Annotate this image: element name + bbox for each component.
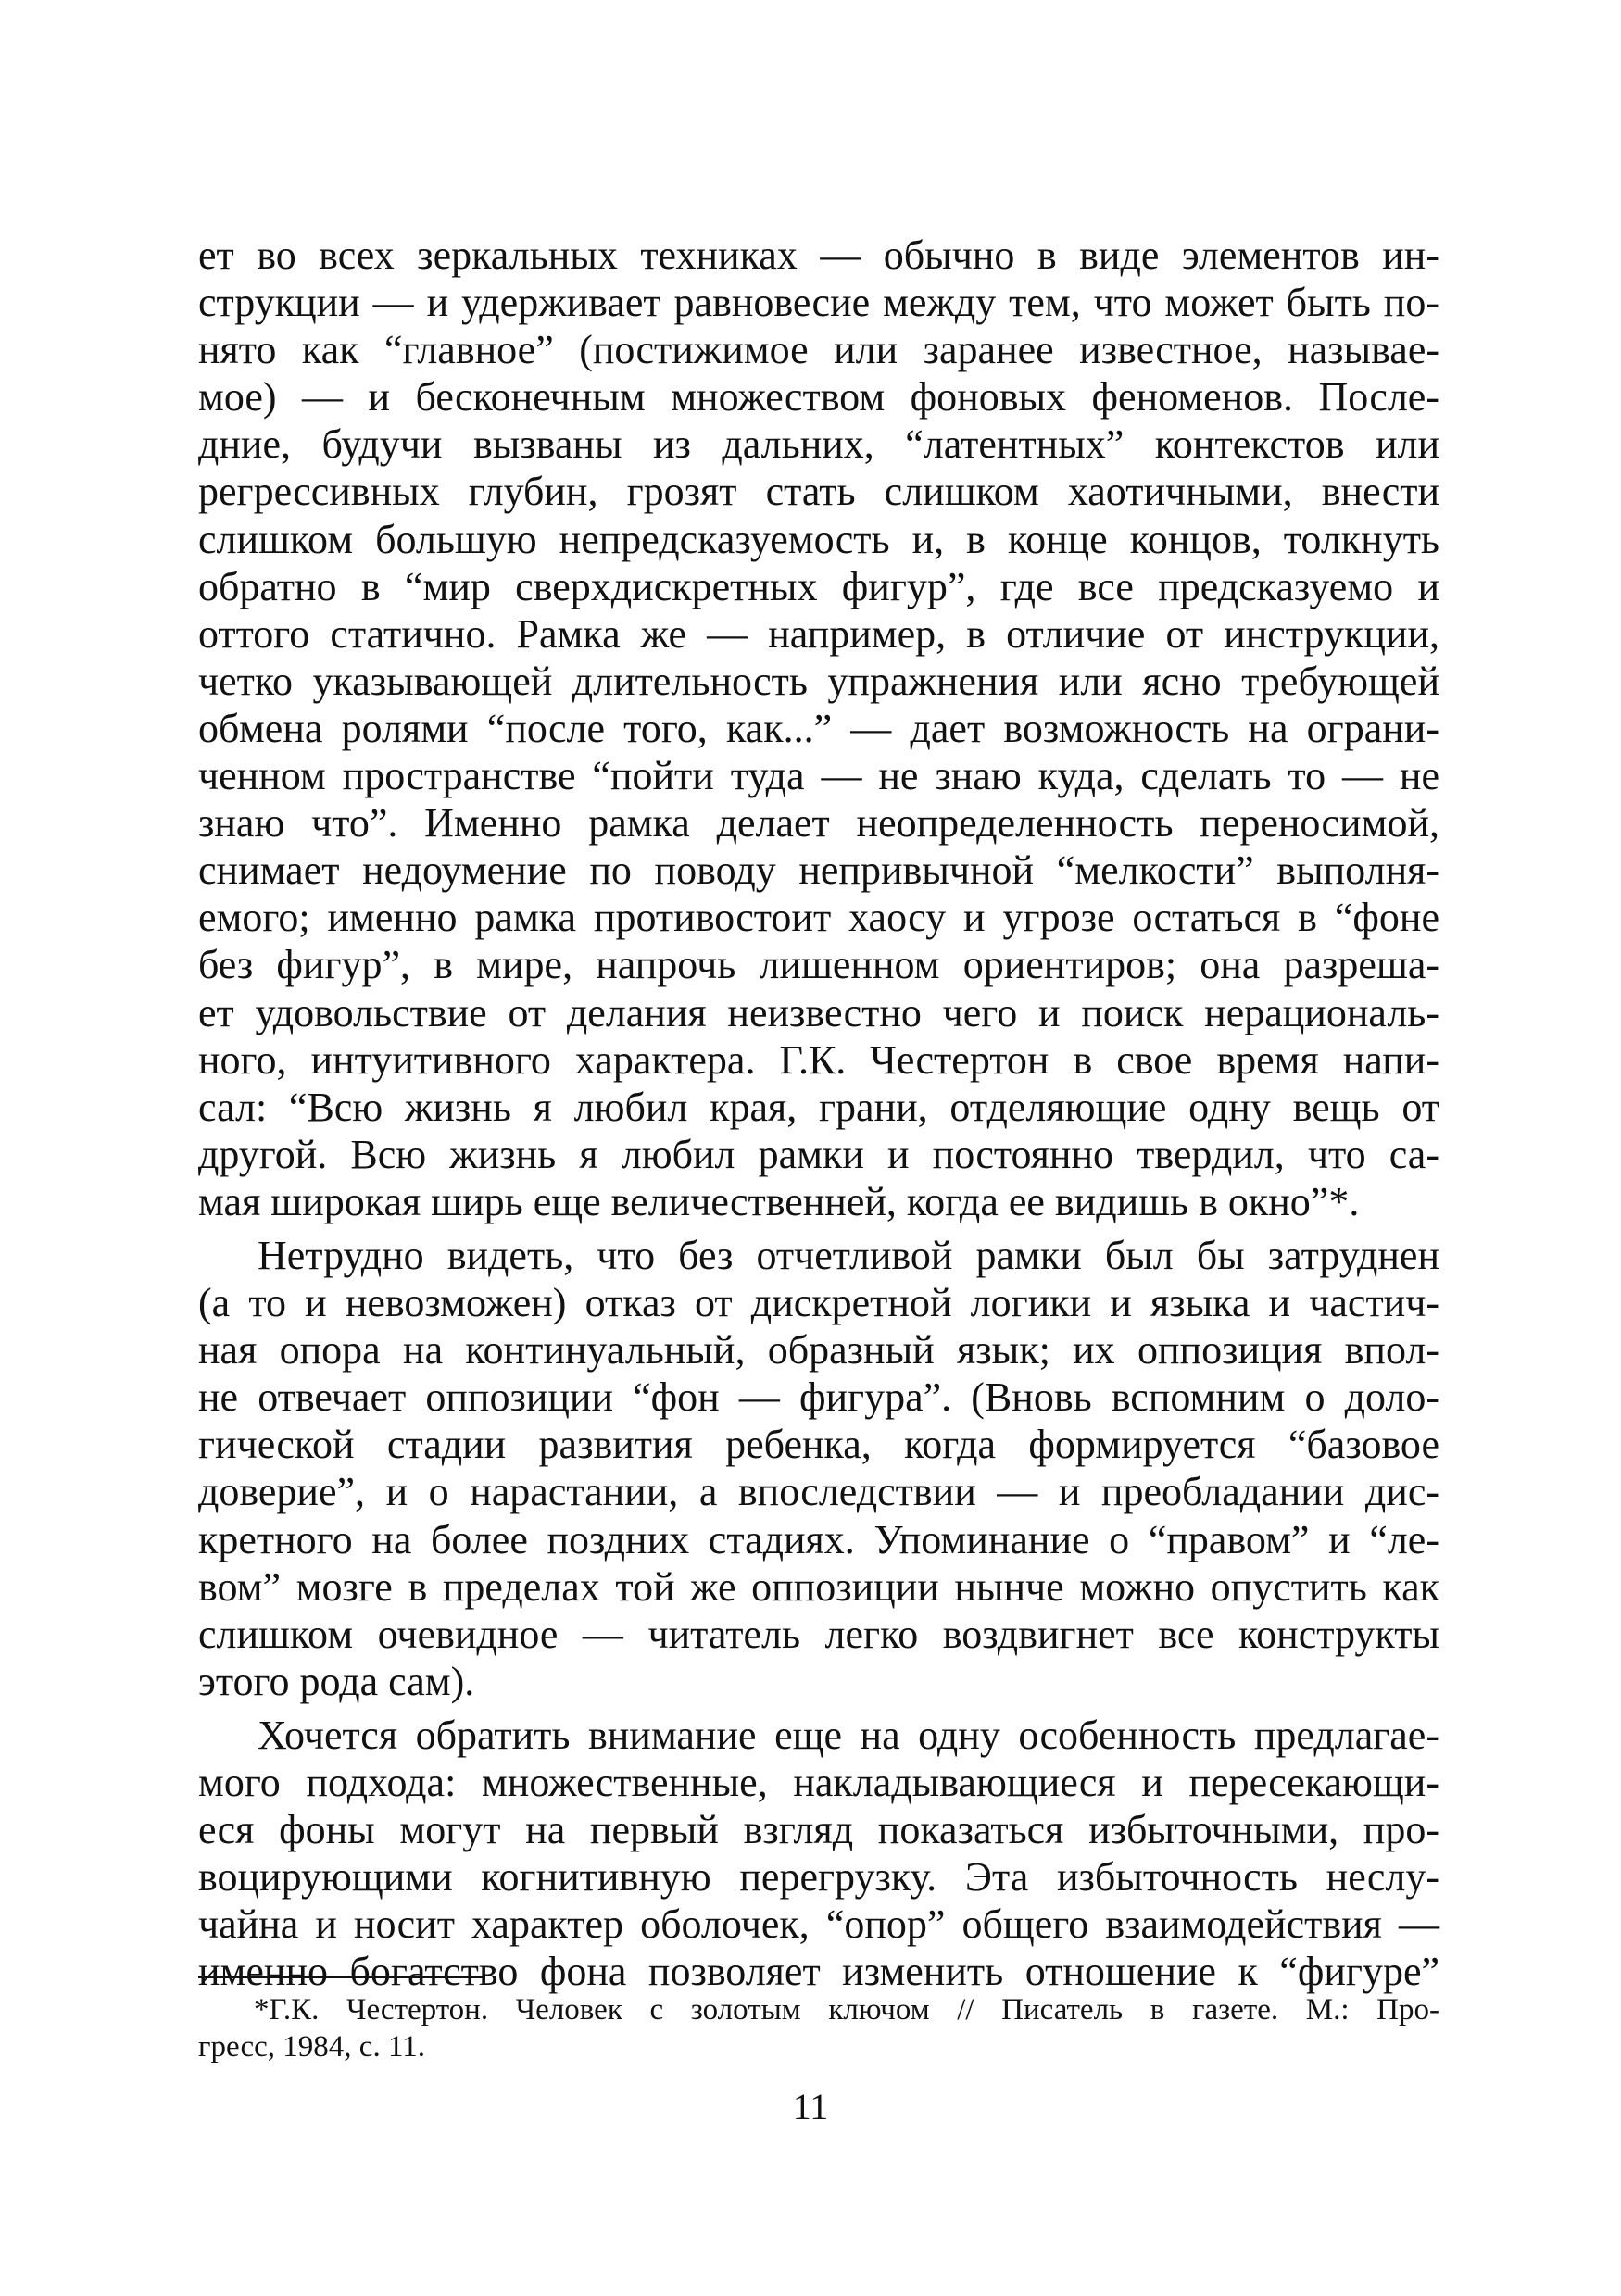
main-text: [198, 232, 1439, 1995]
text-line: кретного на более поздних стадиях. Упоминание о “правом” и “ле-: [198, 1516, 1439, 1562]
text-line: обмена ролями “после того, как...” — дает возможность на ограни-: [198, 705, 1439, 751]
text-line: этого рода сам).: [198, 1658, 475, 1704]
text-line: емого; именно рамка противостоит хаосу и угрозе остаться в “фоне: [198, 895, 1439, 941]
text-line: снимает недоумение по поводу непривычной “мелкости” выполня-: [198, 847, 1439, 894]
text-line: дние, будучи вызваны из дальних, “латентных” контекстов или: [198, 421, 1439, 468]
text-line: мого подхода: множественные, накладывающиеся и пересекающи-: [198, 1760, 1439, 1805]
text-line: доверие”, и о нарастании, а впоследствии — и преобладании дис-: [198, 1469, 1439, 1515]
text-line: именно богатство фона позволяет изменить отношение к “фигуре”: [198, 1949, 1439, 1995]
text-line: Нетрудно видеть, что без отчетливой рамки был бы затруднен: [258, 1232, 1439, 1278]
text-line: слишком очевидное — читатель легко воздвигнет все конструкты: [198, 1611, 1439, 1657]
text-line: ет удовольствие от делания неизвестно чего и поиск нерациональ-: [198, 989, 1439, 1035]
text-line: ная опора на континуальный, образный язык; их оппозиция впол-: [198, 1327, 1439, 1374]
text-line: гической стадии развития ребенка, когда формируется “базовое: [198, 1422, 1439, 1468]
footnote-divider: [198, 1976, 485, 1978]
text-line: без фигур”, в мире, напрочь лишенном ориентиров; она разреша-: [198, 942, 1439, 988]
text-line: чайна и носит характер оболочек, “опор” общего взаимодействия —: [198, 1901, 1439, 1948]
text-line: ного, интуитивного характера. Г.К. Честертон в свое время напи-: [198, 1036, 1439, 1083]
footnote: [198, 1991, 1439, 2065]
text-line: обратно в “мир сверхдискретных фигур”, где все предсказуемо и: [198, 563, 1439, 609]
text-line: оттого статично. Рамка же — например, в отличие от инструкции,: [198, 610, 1439, 657]
text-line: слишком большую непредсказуемость и, в конце концов, толкнуть: [198, 516, 1439, 562]
text-line: нято как “главное” (постижимое или заранее известное, называе-: [198, 327, 1439, 373]
text-line: другой. Всю жизнь я любил рамки и постоянно твердил, что са-: [198, 1131, 1439, 1177]
text-line: вом” мозге в пределах той же оппозиции нынче можно опустить как: [198, 1563, 1439, 1610]
text-line: четко указывающей длительность упражнения или ясно требующей: [198, 658, 1439, 704]
text-line: регрессивных глубин, грозят стать слишком хаотичными, внести: [198, 469, 1439, 515]
text-line: (а то и невозможен) отказ от дискретной логики и языка и частич-: [198, 1280, 1439, 1326]
footnote-line: *Г.К. Честертон. Человек с золотым ключом // Писатель в газете. М.: Про-: [254, 1993, 1439, 2026]
text-line: ченном пространстве “пойти туда — не знаю куда, сделать то — не: [198, 753, 1439, 799]
text-line: ет во всех зеркальных техниках — обычно в виде элементов ин-: [198, 232, 1439, 278]
text-line: Хочется обратить внимание еще на одну особенность предлагае-: [258, 1712, 1439, 1758]
text-line: воцирующими когнитивную перегрузку. Эта избыточность неслу-: [198, 1854, 1439, 1901]
text-line: мое) — и бесконечным множеством фоновых феноменов. После-: [198, 374, 1439, 420]
text-line: мая широкая ширь еще величественней, когда ее видишь в окно”*.: [198, 1178, 1360, 1224]
paragraph-gap: [198, 1225, 1439, 1232]
footnote-line: гресс, 1984, с. 11.: [198, 2030, 425, 2064]
text-line: не отвечает оппозиции “фон — фигура”. (Вновь вспомним о доло-: [198, 1374, 1439, 1421]
text-line: знаю что”. Именно рамка делает неопределенность переносимой,: [198, 800, 1439, 847]
text-line: струкции — и удерживает равновесие между тем, что может быть по-: [198, 280, 1439, 326]
text-line: еся фоны могут на первый взгляд показаться избыточными, про-: [198, 1807, 1439, 1853]
text-line: сал: “Всю жизнь я любил края, грани, отделяющие одну вещь от: [198, 1084, 1439, 1130]
paragraph-gap: [198, 1705, 1439, 1712]
page-number: 11: [792, 2086, 829, 2127]
